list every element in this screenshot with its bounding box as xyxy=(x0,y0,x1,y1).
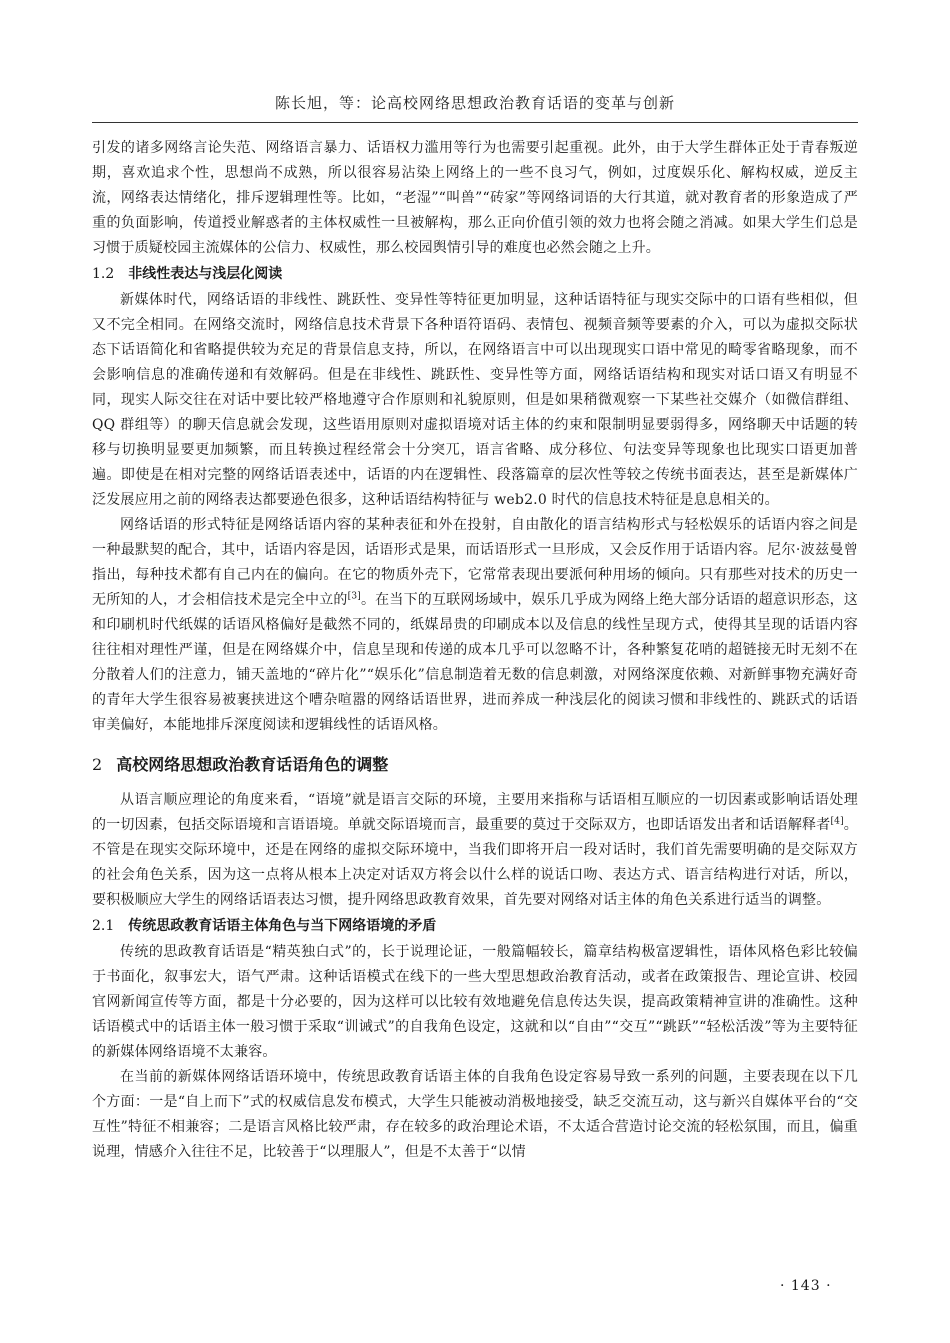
header-rule xyxy=(92,122,858,123)
section-heading-2 xyxy=(92,752,858,778)
paragraph-continued: 引发的诸多网络言论失范、网络语言暴力、话语权力滥用等行为也需要引起重视。此外，由于大学生群体正处于青春叛逆期，喜欢追求个性，思想尚不成熟，所以很容易沾染上网络上的一些不良习气，例如，过度娱乐化、解构权威，逆反主流，网络表达情绪化，排斥逻辑理性等。比如，“老湿”“叫兽”“砖家”等网络词语的大行其道，就对教育者的形象造成了严重的负面影响，传道授业解惑者的主体权威性一旦被解构，那么正向价值引领的效力也将会随之消减。如果大学生们总是习惯于质疑校园主流媒体的公信力、权威性，那么校园舆情引导的难度也必然会随之上升。 xyxy=(92,140,858,256)
subsection-number: 2.1 xyxy=(92,918,115,934)
section-title: 高校网络思想政治教育话语角色的调整 xyxy=(116,755,389,774)
paragraph-text: 从语言顺应理论的角度来看，“语境”就是语言交际的环境，主要用来指称与话语相互顺应的一切因素或影响话语处理的一切因素，包括交际语境和言语语境。单就交际语境而言，最重要的莫过于交际双方，也即话语发出者和话语解释者 xyxy=(92,792,858,833)
subsection-title: 非线性表达与浅层化阅读 xyxy=(128,266,283,282)
subsection-number: 1.2 xyxy=(92,266,115,282)
paragraph-text: 。在当下的互联网场域中，娱乐几乎成为网络上绝大部分话语的超意识形态，这和印刷机时代纸媒的话语风格偏好是截然不同的，纸媒昂贵的印刷成本以及信息的线性呈现方式，使得其呈现的话语内容往往相对理性严谨，但是在网络媒介中，信息呈现和传递的成本几乎可以忽略不计，各种繁复花哨的超链接无时无刻不在分散着人们的注意力，铺天盖地的“碎片化”“娱乐化”信息制造着无数的信息刺激，对网络深度依赖、对新鲜事物充满好奇的青年大学生很容易被裹挟进这个嘈杂喧嚣的网络话语世界，进而养成一种浅层化的阅读习惯和非线性的、跳跃式的话语审美偏好，本能地排斥深度阅读和逻辑线性的话语风格。 xyxy=(92,592,858,733)
citation-ref-3[interactable]: [3] xyxy=(347,591,361,602)
subsection-heading-2-1 xyxy=(92,914,858,939)
article-body xyxy=(92,136,858,1165)
paragraph-context-theory xyxy=(92,788,858,913)
paragraph-traditional-discourse: 传统的思政教育话语是“精英独白式”的，长于说理论证，一般篇幅较长，篇章结构极富逻辑性，语体风格色彩比较偏于书面化，叙事宏大，语气严肃。这种话语模式在线下的一些大型思想政治教育活动，或者在政策报告、理论宣讲、校园官网新闻宣传等方面，都是十分必要的，因为这样可以比较有效地避免信息传达失误，提高政策精神宣讲的准确性。这种话语模式中的话语主体一般习惯于采取“训诫式”的自我角色设定，这就和以“自由”“交互”“跳跃”“轻松活泼”等为主要特征的新媒体网络语境不太兼容。 xyxy=(92,944,858,1060)
paragraph-text: 网络话语的形式特征是网络话语内容的某种表征和外在投射，自由散化的语言结构形式与轻松娱乐的话语内容之间是一种最默契的配合，其中，话语内容是因，话语形式是果，而话语形式一旦形成，又会反作用于话语内容。尼尔·波兹曼曾指出，每种技术都有自己内在的偏向。在它的物质外壳下，它常常表现出要派何种用场的倾向。只有那些对技术的历史一无所知的人，才会相信技术是完全中立的 xyxy=(92,517,858,608)
citation-ref-4[interactable]: [4] xyxy=(830,816,844,827)
paragraph-text: 。不管是在现实交际环境中，还是在网络的虚拟交际环境中，当我们即将开启一段对话时，我们首先需要明确的是交际双方的社会角色关系，因为这一点将从根本上决定对话双方将会以什么样的说话口吻、表达方式、语言结构进行对话，所以，要积极顺应大学生的网络话语表达习惯，提升网络思政教育效果，首先要对网络对话主体的角色关系进行适当的调整。 xyxy=(92,817,858,908)
paragraph-nonlinear-expression: 新媒体时代，网络话语的非线性、跳跃性、变异性等特征更加明显，这种话语特征与现实交际中的口语有些相似，但又不完全相同。在网络交流时，网络信息技术背景下各种语符语码、表情包、视频音频等要素的介入，可以为虚拟交际状态下话语简化和省略提供较为充足的背景信息支持，所以，在网络语言中可以出现现实口语中常见的畸零省略现象，而不会影响信息的准确传递和有效解码。但是在非线性、跳跃性、变异性等方面，网络话语结构和现实对话口语又有明显不同，现实人际交往在对话中要比较严格地遵守合作原则和礼貌原则，但是如果稍微观察一下某些社交媒介（如微信群组、QQ 群组等）的聊天信息就会发现，这些语用原则对虚拟语境对话主体的约束和限制明显要弱得多，网络聊天中话题的转移与切换明显要更加频繁，而且转换过程经常会十分突兀，语言省略、成分移位、句法变异等现象也比现实口语更加普遍。即使是在相对完整的网络话语表述中，话语的内在逻辑性、段落篇章的层次性等较之传统书面表达，甚至是新媒体广泛发展应用之前的网络表达都要逊色很多，这种话语结构特征与 web2.0 时代的信息技术特征是息息相关的。 xyxy=(92,292,858,508)
page-number: · 143 · xyxy=(780,1278,832,1294)
subsection-title: 传统思政教育话语主体角色与当下网络语境的矛盾 xyxy=(128,918,437,934)
subsection-heading-1-2 xyxy=(92,262,858,287)
section-number: 2 xyxy=(92,755,103,774)
paragraph-form-features xyxy=(92,513,858,738)
paragraph-current-problems: 在当前的新媒体网络话语环境中，传统思政教育话语主体的自我角色设定容易导致一系列的问题，主要表现在以下几个方面：一是“自上而下”式的权威信息发布模式，大学生只能被动消极地接受，缺乏交流互动，这与新兴自媒体平台的“交互性”特征不相兼容；二是语言风格比较严肃，存在较多的政治理论术语，不太适合营造讨论交流的轻松氛围，而且，偏重说理，情感介入往往不足，比较善于“以理服人”，但是不太善于“以情 xyxy=(92,1069,858,1160)
running-head: 陈长旭，等：论高校网络思想政治教育话语的变革与创新 xyxy=(274,94,675,112)
